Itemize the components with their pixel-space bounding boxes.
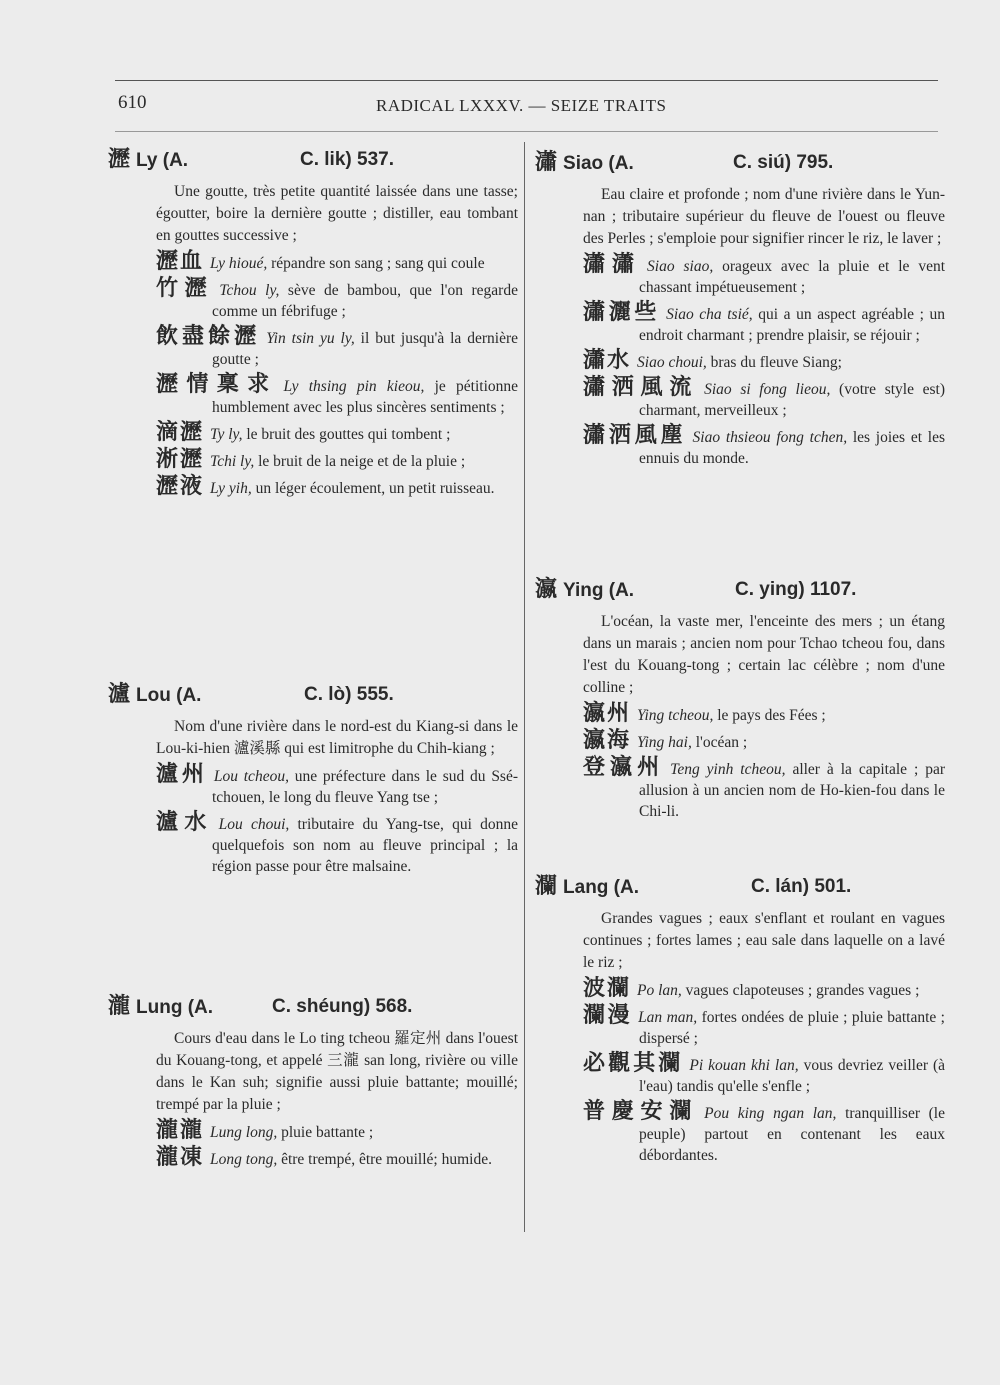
headword-syllable: Lang (A. (563, 877, 640, 898)
subentry-gloss: tributaire du Yang-tse, qui donne quelquefois son nom au fleuve principal ; la région passe pour être malsaine. (212, 816, 518, 875)
subentry (108, 326, 518, 370)
subentry-romanization: Ly thsing pin kieou, (283, 378, 425, 395)
subentry-characters: 瀝血 (156, 249, 205, 274)
subentry-gloss: pluie battante ; (281, 1124, 374, 1141)
subentry-romanization: Ly hioué, (210, 255, 268, 272)
subentry (108, 278, 518, 322)
subentry-gloss: orageux avec la pluie et le vent chassant impétueusement ; (639, 258, 945, 296)
subentry-gloss: être trempé, être mouillé; humide. (281, 1151, 492, 1168)
subentry-gloss: une préfecture dans le sud du Ssé-tchouen, le long du fleuve Yang tse ; (212, 768, 519, 806)
subentry-characters: 瀧瀧 (156, 1118, 205, 1143)
headword-code: C. lán) 501. (751, 876, 852, 897)
subentry-characters: 瀘州 (156, 762, 208, 787)
subentry-romanization: Siao thsieou fong tchen, (692, 429, 848, 446)
subentry-gloss: (votre style est) charmant, merveilleux ; (639, 381, 945, 419)
subentry-gloss: il but jusqu'à la dernière goutte ; (212, 330, 518, 368)
subentry (108, 374, 518, 418)
subentry-romanization: Po lan, (637, 982, 682, 999)
subentry-gloss: le pays des Fées ; (717, 707, 826, 724)
subentry-characters: 瀛州 (583, 701, 632, 726)
subentry (108, 764, 518, 808)
subentry-characters: 登瀛州 (583, 755, 665, 780)
dictionary-entry (108, 992, 518, 1170)
subentry-gloss: qui a un aspect agréable ; un endroit charmant ; prendre plaisir, se réjouir ; (639, 306, 945, 344)
subentry-gloss: le bruit des gouttes qui tombent ; (246, 426, 451, 443)
subentry-characters: 滴瀝 (156, 420, 205, 445)
subentry-gloss: un léger écoulement, un petit ruisseau. (255, 480, 495, 497)
subentry-gloss: tranquilliser (le peuple) partout en contenant les eaux débordantes. (639, 1105, 945, 1164)
subentry-gloss: l'océan ; (695, 734, 748, 751)
subentry-romanization: Long tong, (210, 1151, 278, 1168)
subentry-gloss: sève de bambou, que l'on regarde comme un fébrifuge ; (212, 282, 518, 320)
headword-syllable: Siao (A. (563, 153, 634, 174)
subentry-romanization: Teng yinh tcheou, (670, 761, 786, 778)
headword-syllable: Lung (A. (136, 997, 214, 1018)
subentry (108, 251, 518, 274)
entry-definition: Grandes vagues ; eaux s'enflant et roulant en vagues continues ; fortes lames ; eau sale dans laquelle on a lavé le riz ; (583, 910, 945, 971)
entry-headline (108, 680, 518, 710)
subentry-gloss: répandre son sang ; sang qui coule (271, 255, 485, 272)
subentry-gloss: bras du fleuve Siang; (710, 354, 842, 371)
subentry-gloss: je pétitionne humblement avec les plus sincères sentiments ; (212, 378, 519, 416)
subentry-romanization: Ying tcheou, (637, 707, 714, 724)
headword-character: 瀛 (535, 577, 558, 602)
subentry-romanization: Siao choui, (637, 354, 707, 371)
entry-headline (535, 575, 945, 605)
subentry-romanization: Lou tcheou, (213, 768, 289, 785)
entry-headline (535, 872, 945, 902)
subentry-characters: 竹瀝 (156, 276, 214, 301)
running-title: RADICAL LXXXV. — SEIZE TRAITS (376, 96, 667, 115)
subentry-romanization: Siao si fong lieou, (704, 381, 831, 398)
entry-definition: Nom d'une rivière dans le nord-est du Kiang-si dans le Lou-ki-hien 瀘溪縣 qui est limitrophe du Chih-kiang ; (156, 718, 518, 757)
subentry-characters: 瀟灑些 (583, 300, 661, 325)
subentry-romanization: Tchi ly, (210, 453, 255, 470)
subentry (108, 476, 518, 499)
subentry (535, 757, 945, 822)
subentry (535, 1005, 945, 1049)
subentry-characters: 瀧凍 (156, 1145, 205, 1170)
subentry-gloss: aller à la capitale ; par allusion à un ancien nom de Ho-kien-fou dans le Chi-li. (639, 761, 945, 820)
subentry (535, 350, 945, 373)
entry-headline (108, 145, 518, 175)
subentry-characters: 瀟洒風流 (583, 375, 699, 400)
subentry-characters: 瀟瀟 (583, 252, 642, 277)
subentry-romanization: Lou choui, (218, 816, 290, 833)
entry-definition: L'océan, la vaste mer, l'enceinte des mers ; un étang dans un marais ; ancien nom pour Tchao tcheou fou, dans l'est du Kouang-tong ; certain lac célèbre ; nom d'une colline ; (583, 613, 945, 696)
headword-character: 瀟 (535, 150, 558, 175)
subentry (108, 1120, 518, 1143)
dictionary-entry (108, 145, 518, 499)
headword-syllable: Lou (A. (136, 685, 202, 706)
subentry-gloss: vous devriez veiller (à l'eau) tandis qu'elle s'enfle ; (639, 1057, 945, 1095)
header-rule (115, 131, 938, 132)
subentry (108, 1147, 518, 1170)
subentry-characters: 普慶安瀾 (583, 1099, 699, 1124)
subentry (535, 254, 945, 298)
subentry-romanization: Lung long, (210, 1124, 278, 1141)
headword-code: C. lik) 537. (300, 149, 394, 170)
subentry-romanization: Pi kouan khi lan, (689, 1057, 799, 1074)
header-rule (115, 80, 938, 81)
subentry (108, 812, 518, 877)
subentry (535, 377, 945, 421)
subentry-romanization: Ying hai, (637, 734, 692, 751)
entry-headline (108, 992, 518, 1022)
headword-character: 瀧 (108, 994, 131, 1019)
subentry-characters: 瀝情稟求 (156, 372, 278, 397)
subentry (535, 730, 945, 753)
headword-character: 瀾 (535, 874, 558, 899)
subentry-characters: 飲盡餘瀝 (156, 324, 261, 349)
subentry (108, 449, 518, 472)
headword-code: C. shéung) 568. (272, 996, 413, 1017)
subentry (535, 302, 945, 346)
subentry-characters: 瀘水 (156, 810, 213, 835)
headword-code: C. lò) 555. (304, 684, 394, 705)
headword-character: 瀝 (108, 147, 131, 172)
subentry-romanization: Siao cha tsié, (666, 306, 753, 323)
entry-definition: Eau claire et profonde ; nom d'une rivière dans le Yun-nan ; tributaire supérieur du fleuve de l'ouest ou fleuve des Perles ; s'emploie pour signifier rincer le riz, le laver ; (583, 186, 945, 247)
subentry-characters: 必觀其瀾 (583, 1051, 684, 1076)
subentry-gloss: le bruit de la neige et de la pluie ; (258, 453, 466, 470)
subentry-romanization: Ly yih, (210, 480, 252, 497)
dictionary-entry (535, 872, 945, 1166)
subentry-characters: 波瀾 (583, 976, 632, 1001)
subentry (108, 422, 518, 445)
subentry (535, 425, 945, 469)
entry-definition: Une goutte, très petite quantité laissée dans une tasse; égoutter, boire la dernière goutte ; distiller, eau tombant en gouttes successive ; (156, 183, 518, 244)
subentry-romanization: Lan man, (638, 1009, 698, 1026)
headword-code: C. ying) 1107. (735, 579, 857, 600)
subentry-gloss: vagues clapoteuses ; grandes vagues ; (685, 982, 920, 999)
subentry-characters: 瀾漫 (583, 1003, 633, 1028)
subentry (535, 1053, 945, 1097)
page-number: 610 (118, 92, 147, 113)
subentry-characters: 瀛海 (583, 728, 632, 753)
dictionary-entry (535, 148, 945, 469)
subentry-characters: 瀟洒風塵 (583, 423, 687, 448)
headword-syllable: Ly (A. (136, 150, 189, 171)
subentry (535, 703, 945, 726)
entry-headline (535, 148, 945, 178)
subentry-gloss: fortes ondées de pluie ; pluie battante ; dispersé ; (639, 1009, 945, 1047)
dictionary-entry (108, 680, 518, 877)
subentry-characters: 瀝液 (156, 474, 205, 499)
headword-syllable: Ying (A. (563, 580, 635, 601)
headword-character: 瀘 (108, 682, 131, 707)
subentry-romanization: Tchou ly, (219, 282, 280, 299)
subentry-gloss: les joies et les ennuis du monde. (639, 429, 945, 467)
subentry-romanization: Siao siao, (647, 258, 714, 275)
subentry-characters: 瀟水 (583, 348, 632, 373)
column-divider (524, 142, 525, 1232)
subentry-characters: 淅瀝 (156, 447, 205, 472)
subentry-romanization: Yin tsin yu ly, (266, 330, 355, 347)
dictionary-entry (535, 575, 945, 822)
subentry (535, 1101, 945, 1166)
entry-definition: Cours d'eau dans le Lo ting tcheou 羅定州 dans l'ouest du Kouang-tong, et appelé 三瀧 san long, rivière ou ville dans le Kan suh; signifie aussi pluie battante; mouillé; trempé par la pluie ; (156, 1030, 518, 1113)
subentry (535, 978, 945, 1001)
subentry-romanization: Ty ly, (210, 426, 243, 443)
headword-code: C. siú) 795. (733, 152, 834, 173)
subentry-romanization: Pou king ngan lan, (704, 1105, 837, 1122)
